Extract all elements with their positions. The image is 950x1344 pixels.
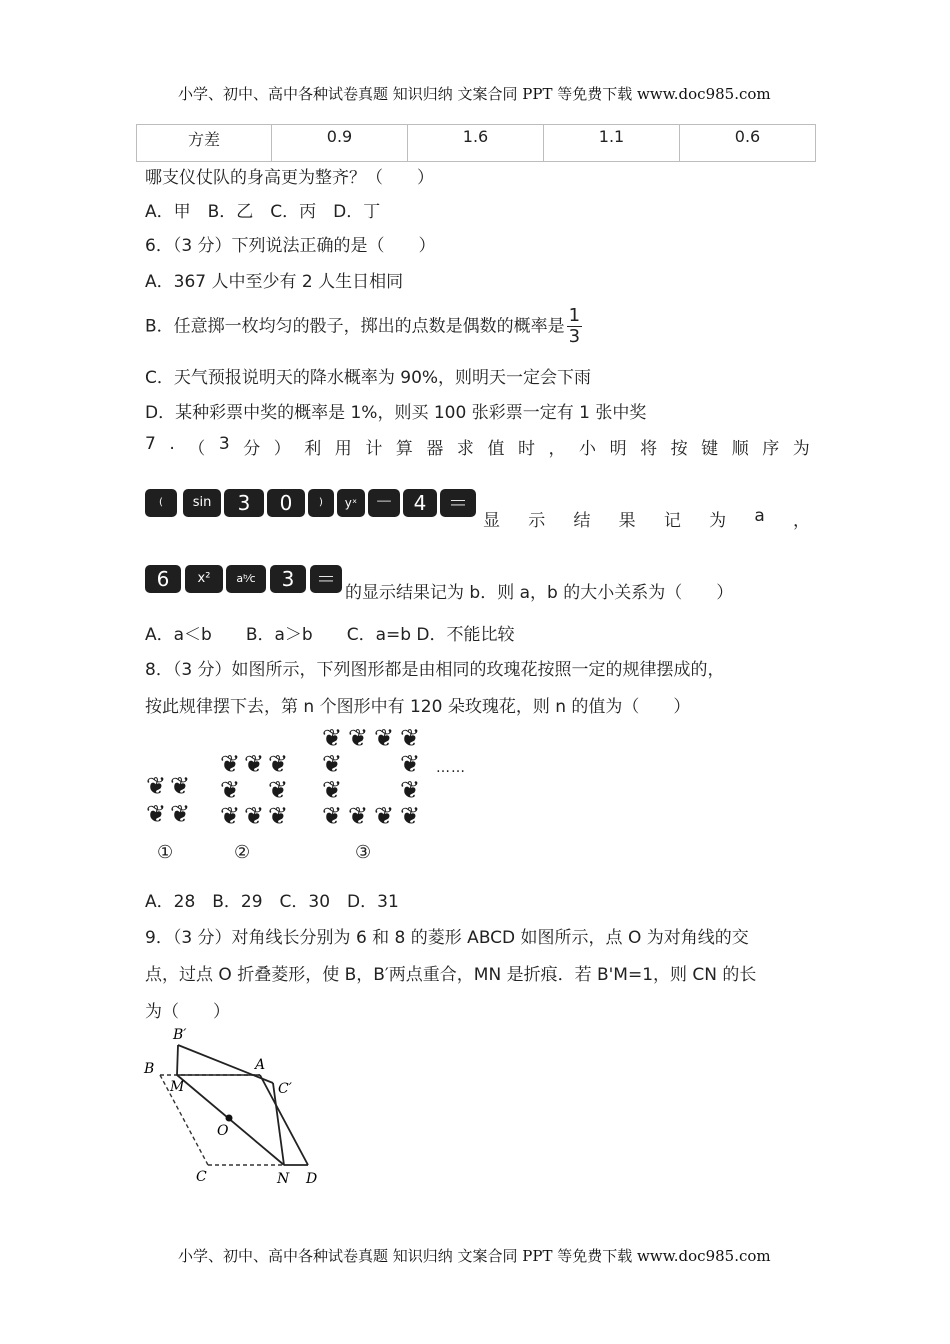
rose-icon: ❦ xyxy=(220,776,241,804)
label-B-prime: B′ xyxy=(173,1027,187,1043)
q6-option-c: C．天气预报说明天的降水概率为 90%，则明天一定会下雨 xyxy=(145,368,592,388)
header-banner: 小学、初中、高中各种试卷真题 知识归纳 文案合同 PPT 等免费下载 www.doc985.com xyxy=(178,85,771,103)
rose-icon: ❦ xyxy=(170,800,191,828)
q7-stem-char: ， xyxy=(548,439,566,459)
edge-BprimeM xyxy=(177,1045,178,1075)
rose-icon: ❦ xyxy=(322,750,343,778)
variance-label-cell: 方差 xyxy=(137,125,272,162)
rose-icon: ❦ xyxy=(322,724,343,752)
table-row xyxy=(137,125,816,162)
q7-text-1-char: ， xyxy=(792,511,810,531)
fraction-denominator: 3 xyxy=(568,326,581,347)
q7-text-1-char: 果 xyxy=(618,511,636,531)
q6-option-a: A．367 人中至少有 2 人生日相同 xyxy=(145,272,404,292)
calculator-key: ) xyxy=(308,489,334,517)
q7-stem-char: 值 xyxy=(487,439,505,459)
calculator-key: 3 xyxy=(270,565,306,593)
calculator-key: ( xyxy=(145,489,177,517)
q8-line-2: 按此规律摆下去，第 n 个图形中有 120 朵玫瑰花，则 n 的值为（ ） xyxy=(145,697,691,717)
rose-icon: ❦ xyxy=(400,802,421,830)
rose-icon: ❦ xyxy=(244,750,265,778)
q7-stem-char: 键 xyxy=(701,439,719,459)
q6-stem: 6．（3 分）下列说法正确的是（ ） xyxy=(145,236,436,256)
calculator-key: x² xyxy=(185,565,223,593)
rose-icon: ❦ xyxy=(322,802,343,830)
q6-option-b xyxy=(145,306,582,347)
q7-text-1-char: 显 xyxy=(483,511,500,531)
calculator-key: 6 xyxy=(145,565,181,593)
rose-icon: ❦ xyxy=(220,802,241,830)
q5-options: A．甲 B．乙 C．丙 D．丁 xyxy=(145,202,381,222)
q7-text-1 xyxy=(483,506,810,531)
label-A: A xyxy=(255,1057,266,1073)
q8-line-1: 8．（3 分）如图所示，下列图形都是由相同的玫瑰花按照一定的规律摆成的， xyxy=(145,660,725,680)
q7-text-2: 的显示结果记为 b．则 a，b 的大小关系为（ ） xyxy=(345,583,734,603)
calculator-key: ＝ xyxy=(310,565,342,593)
q7-text-1-char: 为 xyxy=(709,511,727,531)
q7-stem-char: 为 xyxy=(792,439,810,459)
calculator-key: 3 xyxy=(224,489,264,517)
label-C: C xyxy=(196,1169,207,1185)
label-O: O xyxy=(217,1123,229,1139)
label-D: D xyxy=(306,1171,318,1187)
footer-banner: 小学、初中、高中各种试卷真题 知识归纳 文案合同 PPT 等免费下载 www.doc985.com xyxy=(178,1247,771,1265)
q7-stem-char: 将 xyxy=(640,439,658,459)
rhombus-fold-diagram xyxy=(140,1025,340,1195)
q9-line-3: 为（ ） xyxy=(145,1002,230,1022)
fraction xyxy=(567,306,582,347)
rose-icon: ❦ xyxy=(400,776,421,804)
calculator-key: 4 xyxy=(403,489,437,517)
rose-icon: ❦ xyxy=(268,802,289,830)
rose-icon: ❦ xyxy=(400,750,421,778)
calculator-key: aᵇ⁄c xyxy=(226,565,266,593)
figure-label-1: ① xyxy=(157,842,174,863)
label-C-prime: C′ xyxy=(278,1081,292,1097)
q6-option-b-text: B．任意掷一枚均匀的骰子，掷出的点数是偶数的概率是 xyxy=(145,316,565,337)
label-B: B xyxy=(144,1061,155,1077)
rose-icon: ❦ xyxy=(268,750,289,778)
rose-icon: ❦ xyxy=(322,776,343,804)
rose-icon: ❦ xyxy=(374,802,395,830)
rose-icon: ❦ xyxy=(146,772,167,800)
rose-icon: ❦ xyxy=(374,724,395,752)
q9-line-1: 9．（3 分）对角线长分别为 6 和 8 的菱形 ABCD 如图所示，点 O 为对角线的交 xyxy=(145,928,749,948)
figure-label-2: ② xyxy=(234,842,251,863)
q7-stem-char: 器 xyxy=(426,439,444,459)
figure-label-3: ③ xyxy=(355,842,372,863)
q7-stem-char: 求 xyxy=(456,439,474,459)
q7-stem-char: . xyxy=(169,434,175,454)
q7-text-1-char: a xyxy=(754,506,765,526)
rose-icon: ❦ xyxy=(146,800,167,828)
q8-options: A．28 B．29 C．30 D．31 xyxy=(145,892,399,912)
q7-options: A．a＜b B．a＞b C．a=b D．不能比较 xyxy=(145,625,515,645)
q7-stem-char: 3 xyxy=(218,434,230,454)
variance-cell-2: 1.6 xyxy=(408,125,544,162)
q7-stem-char: 明 xyxy=(609,439,627,459)
q7-stem-char: 用 xyxy=(334,439,352,459)
rose-icon: ❦ xyxy=(348,724,369,752)
variance-cell-3: 1.1 xyxy=(544,125,680,162)
rose-icon: ❦ xyxy=(348,802,369,830)
calculator-key: ＝ xyxy=(440,489,476,517)
q7-stem-char: 时 xyxy=(517,439,535,459)
q7-stem xyxy=(145,434,810,459)
q5-stem: 哪支仪仗队的身高更为整齐？（ ） xyxy=(145,168,434,188)
q7-stem-char: 序 xyxy=(762,439,780,459)
calculator-key: sin xyxy=(183,489,221,517)
q7-stem-char: 7 xyxy=(145,434,156,454)
variance-table xyxy=(136,124,816,162)
calculator-key: － xyxy=(368,489,400,517)
q9-line-2: 点，过点 O 折叠菱形，使 B，B′两点重合，MN 是折痕．若 B'M=1，则 CN 的长 xyxy=(145,965,757,985)
q7-stem-char: ） xyxy=(273,439,291,459)
point-O xyxy=(226,1115,233,1122)
q7-stem-char: 分 xyxy=(243,439,261,459)
variance-cell-1: 0.9 xyxy=(272,125,408,162)
q7-stem-char: 按 xyxy=(670,439,688,459)
rose-icon: ❦ xyxy=(268,776,289,804)
rose-icon: ❦ xyxy=(220,750,241,778)
q7-stem-char: 利 xyxy=(304,439,322,459)
rose-icon: ❦ xyxy=(244,802,265,830)
q7-stem-char: 计 xyxy=(365,439,383,459)
q7-text-1-char: 示 xyxy=(528,511,546,531)
fraction-numerator: 1 xyxy=(568,305,581,326)
q7-stem-char: 顺 xyxy=(731,439,749,459)
label-N: N xyxy=(277,1171,290,1187)
q7-stem-char: （ xyxy=(188,439,206,459)
figure-ellipsis: …… xyxy=(436,760,466,776)
q7-stem-char: 小 xyxy=(579,439,597,459)
calculator-key: 0 xyxy=(267,489,305,517)
label-M: M xyxy=(170,1079,185,1095)
variance-cell-4: 0.6 xyxy=(680,125,816,162)
rose-icon: ❦ xyxy=(170,772,191,800)
q6-option-d: D．某种彩票中奖的概率是 1%，则买 100 张彩票一定有 1 张中奖 xyxy=(145,403,647,423)
q7-text-1-char: 结 xyxy=(573,511,591,531)
q7-text-1-char: 记 xyxy=(663,511,681,531)
rose-icon: ❦ xyxy=(400,724,421,752)
calculator-key: yˣ xyxy=(337,489,365,517)
q7-stem-char: 算 xyxy=(395,439,413,459)
